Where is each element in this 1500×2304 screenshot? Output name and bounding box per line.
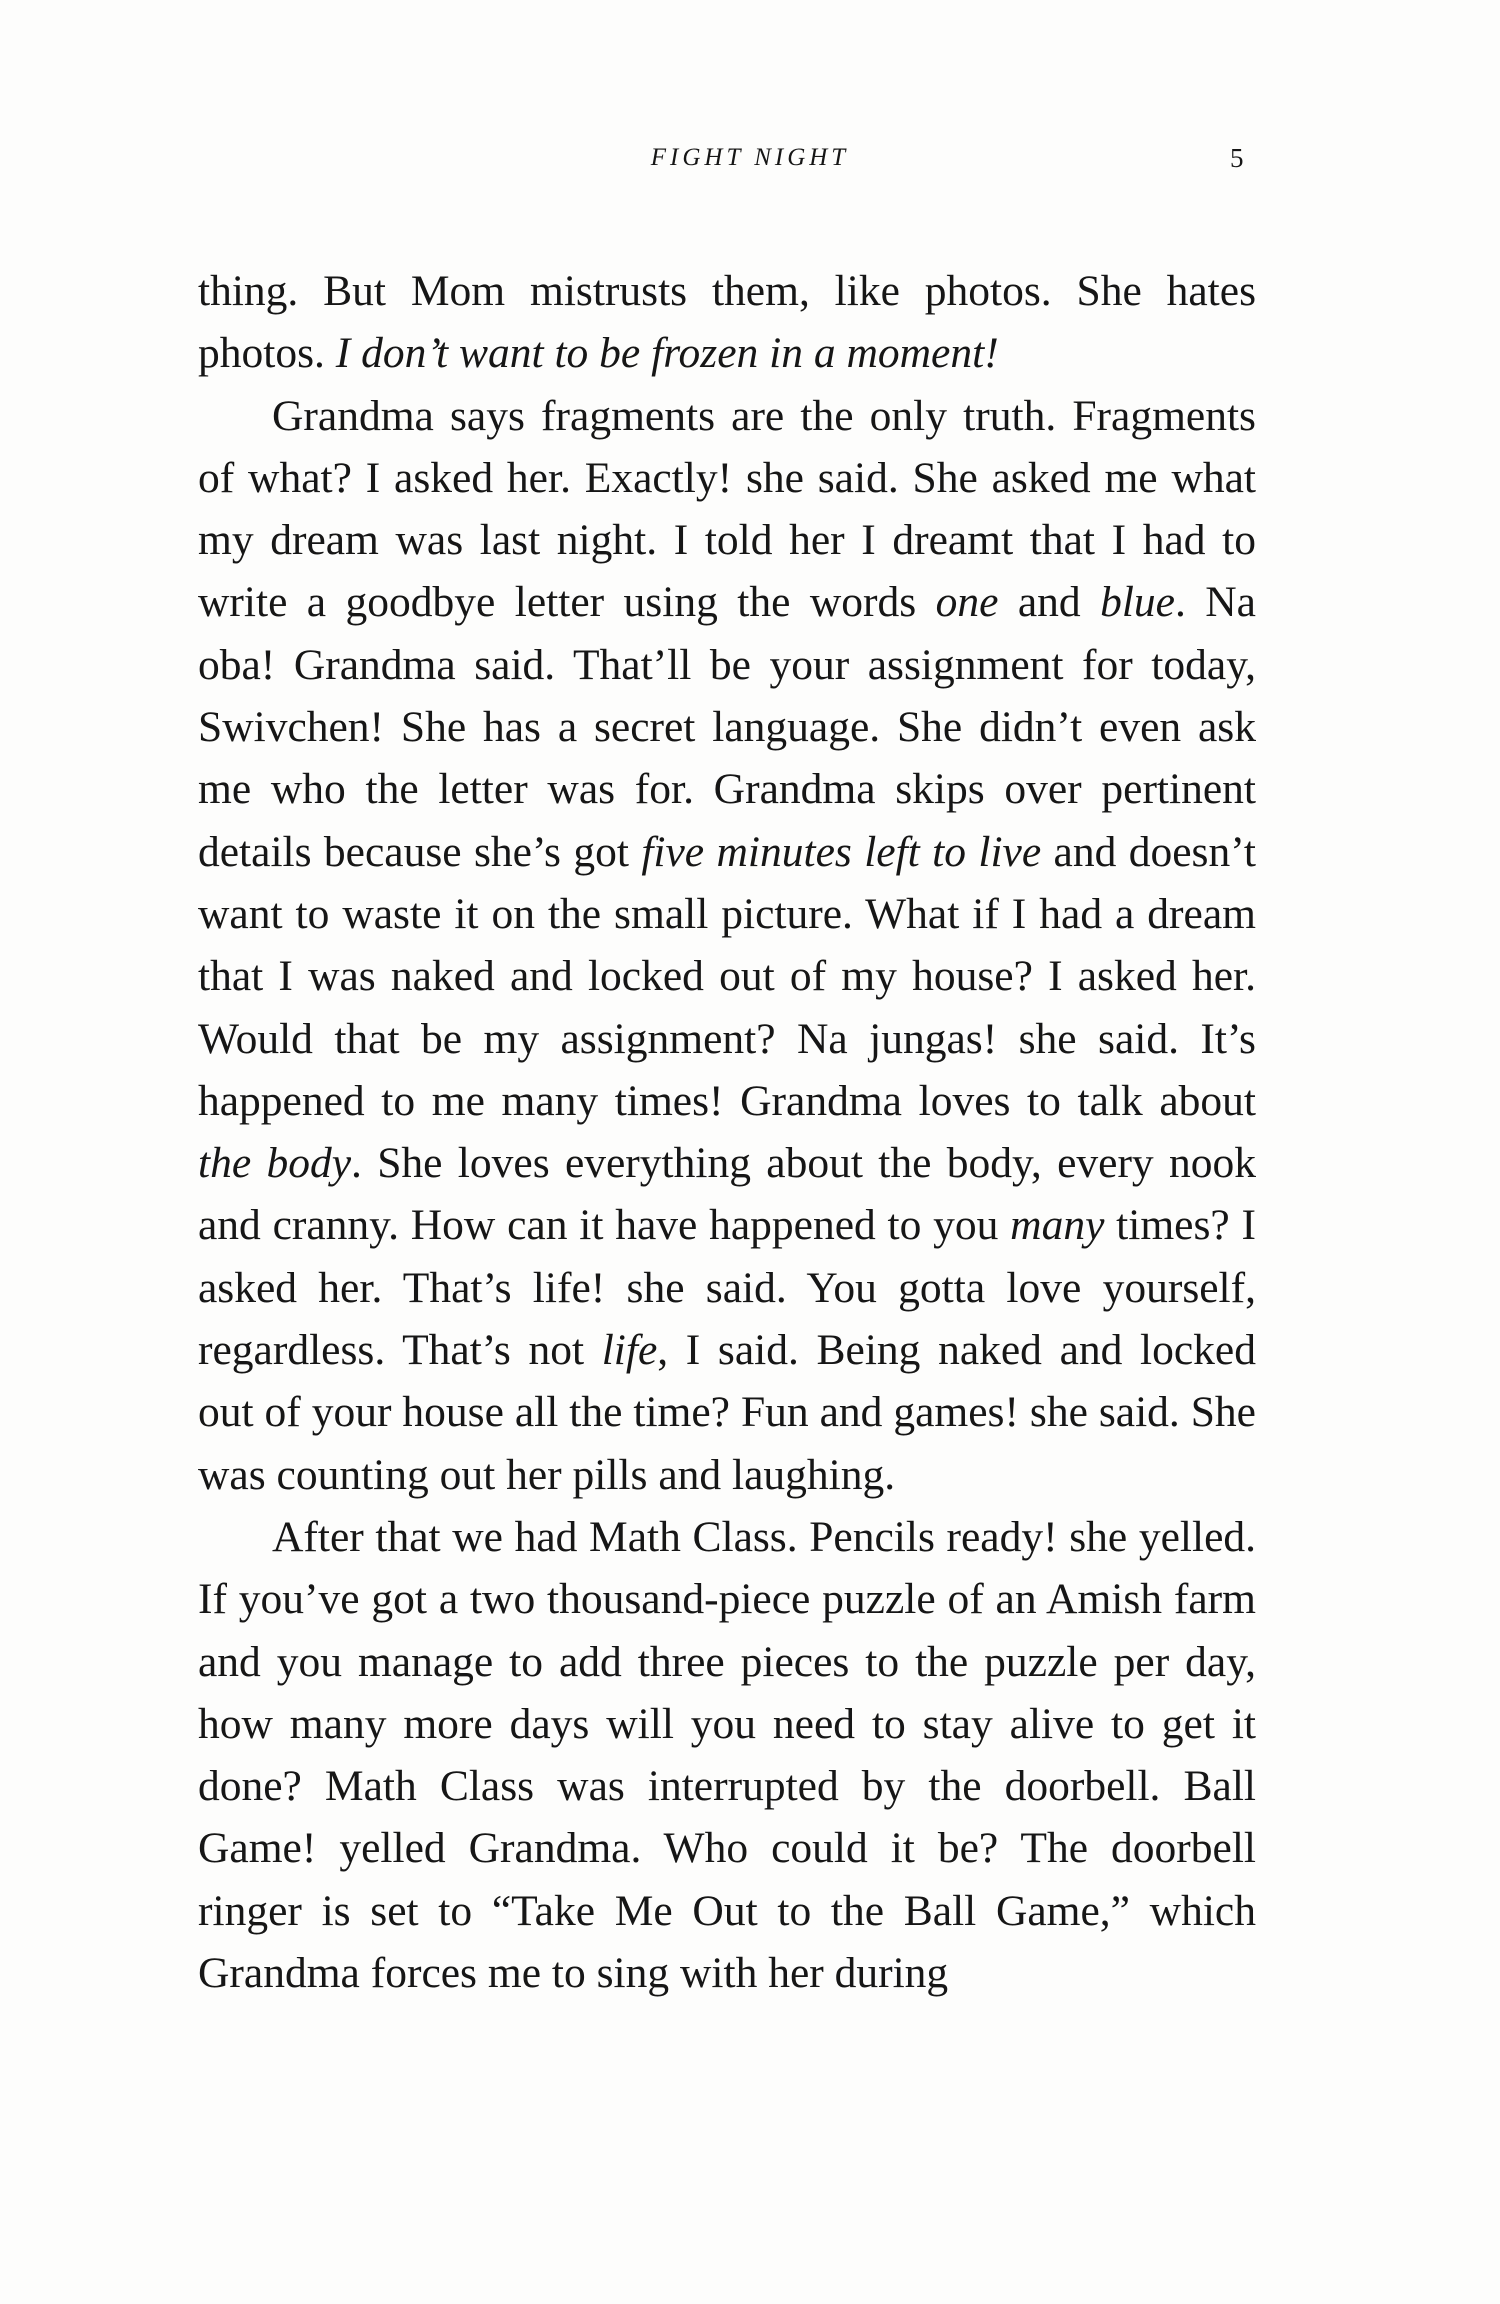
running-head [0,138,1500,178]
italic-text: I don’t want to be frozen in a moment! [335,329,999,378]
italic-text: blue [1100,578,1175,627]
paragraph [198,1506,1256,2004]
paragraph [198,385,1256,1506]
page-number: 5 [1230,143,1244,173]
body-text [198,260,1256,2004]
text-run: thing. But Mom mistrusts them, like photos. She hates photos. [198,267,1256,378]
paragraph [198,260,1256,385]
text-run: , I said. Being naked and locked out of your house all the time? Fun and games! she said. She was counting out her pills and laughing. [198,1326,1256,1499]
text-run: . Na oba! Grandma said. That’ll be your assignment for today, Swivchen! She has a secret language. She didn’t even ask me who the letter was for. Grandma skips over pertinent details because she’s got [198,578,1256,876]
text-run: . She loves everything about the body, every nook and cranny. How can it have happened to you [198,1139,1257,1250]
italic-text: life [601,1326,658,1375]
text-run: After that we had Math Class. Pencils ready! she yelled. If you’ve got a two thousand-piece puzzle of an Amish farm and you manage to add three pieces to the puzzle per day, how many more days will you need to stay alive to get it done? Math Class was interrupted by the doorbell. Ball Game! yelled Grandma. Who could it be? The doorbell ringer is set to “Take Me Out to the Ball Game,” which Grandma forces me to sing with her during [198,1512,1256,1998]
text-run: times? I asked her. That’s life! she said. You gotta love yourself, regardless. That’s not [198,1201,1256,1375]
text-run: Grandma says fragments are the only truth. Fragments of what? I asked her. Exactly! she said. She asked me what my dream was last night. I told her I dreamt that I had to write a goodbye letter using the words [198,391,1256,627]
running-title: FIGHT NIGHT [650,144,850,171]
italic-text: five minutes left to live [641,827,1042,876]
italic-text: many [1010,1201,1105,1250]
text-run: and [998,578,1101,627]
italic-text: the body [198,1139,352,1188]
italic-text: one [935,578,999,627]
text-run: and doesn’t want to waste it on the small picture. What if I had a dream that I was naked and locked out of my house? I asked her. Would that be my assignment? Na jungas! she said. It’s happened to me many times! Grandma loves to talk about [198,827,1256,1125]
